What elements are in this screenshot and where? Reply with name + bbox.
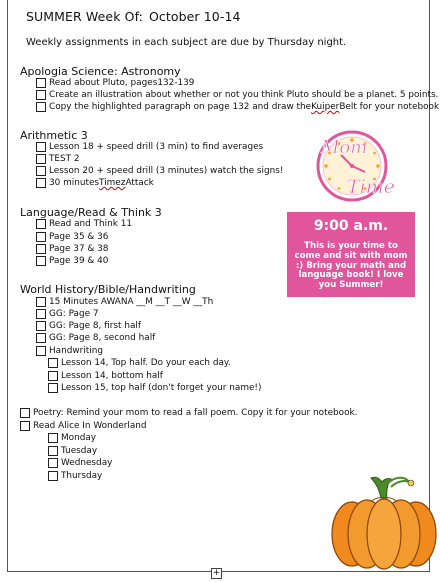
- mom-time-message: This is your time to come and sit with mom :) Bring your math and language book! I love you Summer!: [294, 241, 408, 291]
- checkbox[interactable]: [48, 371, 58, 381]
- checkbox[interactable]: [36, 244, 46, 254]
- pumpkin-illustration: [331, 470, 437, 570]
- checkbox[interactable]: [36, 321, 46, 331]
- list-item: Page 37 & 38: [36, 244, 108, 254]
- list-item: GG: Page 7: [36, 309, 99, 319]
- checkbox[interactable]: [20, 408, 30, 418]
- checkbox[interactable]: [48, 358, 58, 368]
- due-note: Weekly assignments in each subject are due by Thursday night.: [26, 37, 347, 48]
- title-date: October 10-14: [148, 9, 241, 24]
- language-heading: Language/Read & Think 3: [20, 206, 162, 219]
- list-item: Copy the highlighted paragraph on page 132 and draw the Kuiper Belt for your notebook: [36, 102, 439, 112]
- mom-time-panel: [287, 212, 415, 297]
- list-item: Monday: [48, 433, 96, 443]
- list-item: Create an illustration about whether or not you think Pluto should be a planet. 5 points.: [36, 90, 438, 100]
- list-item: Lesson 20 + speed drill (3 minutes) watch the signs!: [36, 166, 283, 176]
- list-item: Read Alice In Wonderland: [20, 421, 147, 431]
- mom-time-time: 9:00 a.m.: [313, 218, 389, 234]
- checkbox[interactable]: [36, 232, 46, 242]
- logo-time-text: Time: [347, 176, 396, 198]
- logo-mom-text: Mom: [321, 137, 368, 158]
- checkbox[interactable]: [36, 90, 46, 100]
- checkbox[interactable]: [36, 102, 46, 112]
- list-item: Lesson 15, top half (don't forget your name!): [48, 383, 261, 393]
- checkbox[interactable]: [36, 297, 46, 307]
- checkbox[interactable]: [36, 142, 46, 152]
- checkbox[interactable]: [36, 309, 46, 319]
- list-item: 30 minutes Timez Attack: [36, 178, 154, 188]
- list-item: Read and Think 11: [36, 219, 132, 229]
- checkbox[interactable]: [36, 219, 46, 229]
- title-label: SUMMER Week Of:: [26, 9, 143, 24]
- checkbox[interactable]: [36, 154, 46, 164]
- list-item: Handwriting: [36, 346, 103, 356]
- checkbox[interactable]: [20, 421, 30, 431]
- checkbox[interactable]: [36, 333, 46, 343]
- checkbox[interactable]: [48, 433, 58, 443]
- list-item: GG: Page 8, first half: [36, 321, 141, 331]
- page-title: [26, 9, 241, 24]
- list-item: Lesson 14, Top half. Do your each day.: [48, 358, 231, 368]
- list-item: Page 39 & 40: [36, 256, 108, 266]
- science-heading: Apologia Science: Astronomy: [20, 65, 181, 78]
- list-item: GG: Page 8, second half: [36, 333, 155, 343]
- move-handle-icon[interactable]: +: [212, 568, 221, 578]
- list-item: Tuesday: [48, 446, 97, 456]
- checkbox[interactable]: [48, 446, 58, 456]
- list-item: Lesson 18 + speed drill (3 min) to find averages: [36, 142, 263, 152]
- list-item: 15 Minutes AWANA __M __T __W __Th: [36, 297, 213, 307]
- list-item: Lesson 14, bottom half: [48, 371, 163, 381]
- list-item: Wednesday: [48, 458, 112, 468]
- worksheet-page: [7, 0, 440, 572]
- checkbox[interactable]: [36, 178, 46, 188]
- checkbox[interactable]: [36, 166, 46, 176]
- checkbox[interactable]: [48, 471, 58, 481]
- list-item: TEST 2: [36, 154, 80, 164]
- checkbox[interactable]: [36, 78, 46, 88]
- history-heading: World History/Bible/Handwriting: [20, 283, 196, 296]
- list-item: Page 35 & 36: [36, 232, 108, 242]
- list-item: Thursday: [48, 471, 102, 481]
- checkbox[interactable]: [48, 458, 58, 468]
- checkbox[interactable]: [48, 383, 58, 393]
- list-item: Read about Pluto, pages132-139: [36, 78, 194, 88]
- checkbox[interactable]: [36, 256, 46, 266]
- arithmetic-heading: Arithmetic 3: [20, 129, 88, 142]
- mom-time-logo: [287, 126, 417, 204]
- checkbox[interactable]: [36, 346, 46, 356]
- list-item: Poetry: Remind your mom to read a fall poem. Copy it for your notebook.: [20, 408, 357, 418]
